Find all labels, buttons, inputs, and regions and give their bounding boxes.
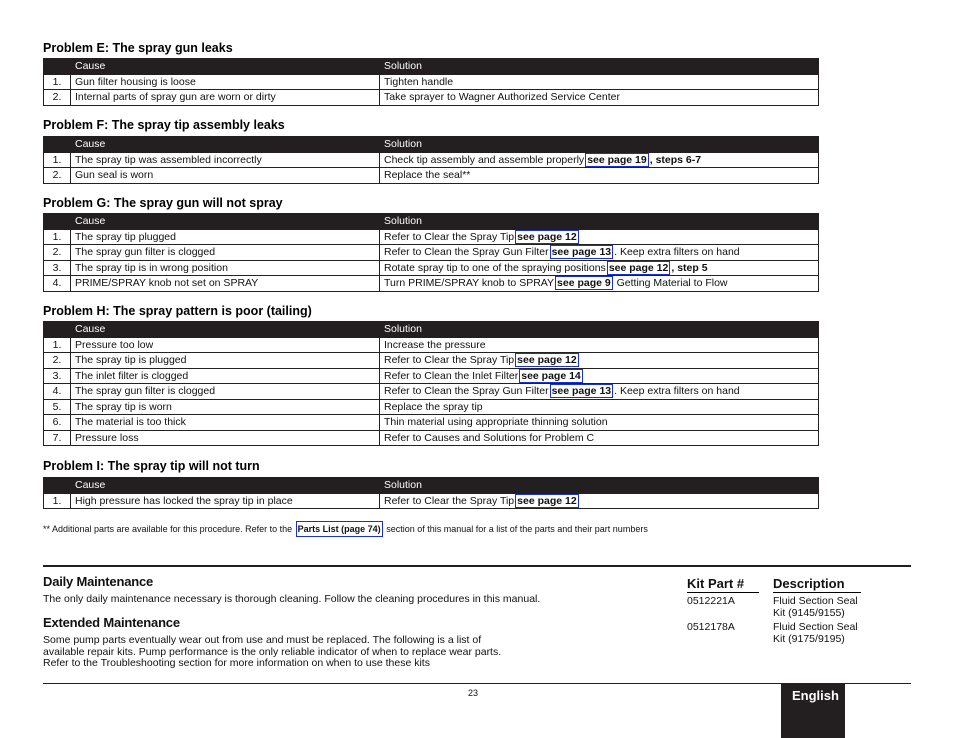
header-number-cell bbox=[44, 478, 71, 494]
solution-text: . Keep extra filters on hand bbox=[614, 385, 740, 398]
table-row bbox=[44, 337, 819, 353]
solution-cell bbox=[380, 384, 819, 400]
footnote-text-before: ** Additional parts are available for this procedure. Refer to the bbox=[43, 524, 295, 534]
solution-text: Getting Material to Flow bbox=[613, 277, 728, 290]
solution-bold-text: , step 5 bbox=[671, 261, 708, 274]
solution-text: Take sprayer to Wagner Authorized Service Center bbox=[384, 91, 620, 104]
kit-description bbox=[773, 596, 858, 619]
section-title-problem-h: Problem H: The spray pattern is poor (tailing) bbox=[43, 304, 312, 318]
solution-cell bbox=[380, 415, 819, 431]
table-header-row bbox=[44, 322, 819, 338]
row-number: 4. bbox=[44, 384, 71, 400]
parts-list-link-page: (page 74) bbox=[338, 524, 381, 534]
solution-cell bbox=[380, 245, 819, 261]
row-number: 1. bbox=[44, 229, 71, 245]
section-divider-top bbox=[43, 565, 911, 567]
solution-cell bbox=[380, 493, 819, 509]
header-cause: Cause bbox=[71, 59, 380, 75]
table-header-row bbox=[44, 137, 819, 153]
extended-maintenance-line: Refer to the Troubleshooting section for more information on when to use these kits bbox=[43, 657, 430, 669]
cause-cell: The inlet filter is clogged bbox=[71, 368, 380, 384]
kit-part-number: 0512178A bbox=[687, 621, 735, 633]
solution-cell bbox=[380, 168, 819, 184]
kit-part-header: Kit Part # bbox=[687, 576, 759, 593]
table-row bbox=[44, 430, 819, 446]
table-row bbox=[44, 399, 819, 415]
solution-text: Replace the seal** bbox=[384, 169, 471, 182]
extended-maintenance-line: available repair kits. Pump performance is the only reliable indicator of when to replace wear parts. bbox=[43, 645, 502, 658]
solution-text: Refer to Clear the Spray Tip bbox=[384, 494, 515, 507]
header-solution: Solution bbox=[380, 137, 819, 153]
page-reference-link[interactable]: see page 12 bbox=[517, 494, 577, 507]
table-header-row bbox=[44, 214, 819, 230]
cause-cell: The spray tip was assembled incorrectly bbox=[71, 152, 380, 168]
solution-cell bbox=[380, 399, 819, 415]
table-problem-f bbox=[43, 136, 819, 184]
daily-maintenance-title: Daily Maintenance bbox=[43, 574, 154, 589]
solution-text: Refer to Causes and Solutions for Problem C bbox=[384, 431, 595, 444]
solution-text: Increase the pressure bbox=[384, 338, 486, 351]
solution-cell bbox=[380, 152, 819, 168]
page-reference-link[interactable]: see page 12 bbox=[517, 354, 577, 367]
table-row bbox=[44, 90, 819, 106]
kit-description-header: Description bbox=[773, 576, 861, 593]
solution-cell bbox=[380, 337, 819, 353]
solution-text: Check tip assembly and assemble properly bbox=[384, 153, 585, 166]
solution-cell bbox=[380, 430, 819, 446]
header-number-cell bbox=[44, 59, 71, 75]
cause-cell: Pressure loss bbox=[71, 430, 380, 446]
table-row bbox=[44, 384, 819, 400]
solution-cell bbox=[380, 260, 819, 276]
language-tab-label: English bbox=[792, 688, 839, 703]
row-number: 6. bbox=[44, 415, 71, 431]
cause-cell: Pressure too low bbox=[71, 337, 380, 353]
page-reference-link[interactable]: see page 13 bbox=[551, 246, 612, 259]
cause-cell: The spray gun filter is clogged bbox=[71, 245, 380, 261]
section-title-problem-i: Problem I: The spray tip will not turn bbox=[43, 459, 260, 473]
header-number-cell bbox=[44, 322, 71, 338]
kit-description-line: Kit (9175/9195) bbox=[773, 632, 845, 645]
kit-description-line: Fluid Section Seal bbox=[773, 595, 858, 607]
table-row bbox=[44, 260, 819, 276]
table-row bbox=[44, 168, 819, 184]
solution-cell bbox=[380, 74, 819, 90]
page-reference-link[interactable]: see page 9 bbox=[557, 277, 611, 290]
language-tab[interactable] bbox=[781, 684, 845, 738]
solution-cell bbox=[380, 368, 819, 384]
cause-cell: Gun seal is worn bbox=[71, 168, 380, 184]
solution-text: Refer to Clear the Spray Tip bbox=[384, 230, 515, 243]
section-title-problem-g: Problem G: The spray gun will not spray bbox=[43, 196, 283, 210]
section-title-problem-e: Problem E: The spray gun leaks bbox=[43, 41, 233, 55]
solution-text: . Keep extra filters on hand bbox=[614, 246, 740, 259]
cause-cell: Internal parts of spray gun are worn or dirty bbox=[71, 90, 380, 106]
extended-maintenance-line: Some pump parts eventually wear out from use and must be replaced. The following is a list of bbox=[43, 634, 482, 646]
solution-text: Refer to Clear the Spray Tip bbox=[384, 354, 515, 367]
kit-part-number: 0512221A bbox=[687, 595, 735, 607]
cause-cell: The spray tip is worn bbox=[71, 399, 380, 415]
parts-list-link-label: Parts List bbox=[297, 524, 339, 534]
row-number: 4. bbox=[44, 276, 71, 292]
page-reference-link[interactable]: see page 12 bbox=[608, 261, 669, 274]
solution-cell bbox=[380, 353, 819, 369]
header-number-cell bbox=[44, 214, 71, 230]
table-row bbox=[44, 74, 819, 90]
page-number: 23 bbox=[468, 688, 479, 698]
cause-cell: The material is too thick bbox=[71, 415, 380, 431]
header-cause: Cause bbox=[71, 137, 380, 153]
header-solution: Solution bbox=[380, 59, 819, 75]
solution-text: Refer to Clean the Spray Gun Filter bbox=[384, 385, 549, 398]
solution-text: Refer to Clean the Spray Gun Filter bbox=[384, 246, 549, 259]
table-row bbox=[44, 245, 819, 261]
extended-maintenance-text bbox=[43, 635, 501, 670]
cause-cell: The spray tip plugged bbox=[71, 229, 380, 245]
row-number: 2. bbox=[44, 90, 71, 106]
daily-maintenance-text: The only daily maintenance necessary is thorough cleaning. Follow the cleaning procedures in this manual. bbox=[43, 593, 541, 605]
table-problem-i bbox=[43, 477, 819, 509]
cause-cell: The spray tip is in wrong position bbox=[71, 260, 380, 276]
solution-bold-text: , steps 6-7 bbox=[649, 153, 702, 166]
cause-cell: The spray gun filter is clogged bbox=[71, 384, 380, 400]
page-reference-link[interactable]: see page 12 bbox=[517, 230, 577, 243]
row-number: 5. bbox=[44, 399, 71, 415]
cause-cell: Gun filter housing is loose bbox=[71, 74, 380, 90]
table-problem-e bbox=[43, 58, 819, 106]
table-row bbox=[44, 493, 819, 509]
cause-cell: The spray tip is plugged bbox=[71, 353, 380, 369]
header-cause: Cause bbox=[71, 478, 380, 494]
kit-description-line: Kit (9145/9155) bbox=[773, 606, 845, 619]
solution-cell bbox=[380, 276, 819, 292]
solution-text: Tighten handle bbox=[384, 75, 454, 88]
table-row bbox=[44, 368, 819, 384]
cause-cell: PRIME/SPRAY knob not set on SPRAY bbox=[71, 276, 380, 292]
row-number: 2. bbox=[44, 168, 71, 184]
header-solution: Solution bbox=[380, 322, 819, 338]
header-cause: Cause bbox=[71, 322, 380, 338]
table-row bbox=[44, 152, 819, 168]
footnote-text-after: section of this manual for a list of the parts and their part numbers bbox=[383, 524, 648, 534]
kit-description-line: Fluid Section Seal bbox=[773, 621, 858, 633]
row-number: 1. bbox=[44, 74, 71, 90]
table-problem-g bbox=[43, 213, 819, 292]
solution-cell bbox=[380, 229, 819, 245]
table-row bbox=[44, 229, 819, 245]
row-number: 3. bbox=[44, 260, 71, 276]
table-header-row bbox=[44, 478, 819, 494]
table-header-row bbox=[44, 59, 819, 75]
header-solution: Solution bbox=[380, 478, 819, 494]
table-row bbox=[44, 353, 819, 369]
cause-cell: High pressure has locked the spray tip in place bbox=[71, 493, 380, 509]
solution-text: Refer to Clean the Inlet Filter bbox=[384, 369, 519, 382]
header-solution: Solution bbox=[380, 214, 819, 230]
row-number: 3. bbox=[44, 368, 71, 384]
extended-maintenance-title: Extended Maintenance bbox=[43, 615, 180, 630]
page-reference-link[interactable]: see page 19 bbox=[587, 153, 647, 166]
section-title-problem-f: Problem F: The spray tip assembly leaks bbox=[43, 118, 285, 132]
page-reference-link[interactable]: see page 13 bbox=[551, 385, 612, 398]
row-number: 2. bbox=[44, 353, 71, 369]
table-row bbox=[44, 415, 819, 431]
row-number: 1. bbox=[44, 493, 71, 509]
row-number: 7. bbox=[44, 430, 71, 446]
row-number: 1. bbox=[44, 152, 71, 168]
footnote bbox=[43, 524, 648, 534]
table-row bbox=[44, 276, 819, 292]
page-reference-link[interactable]: see page 14 bbox=[521, 369, 581, 382]
parts-list-link[interactable] bbox=[296, 521, 383, 537]
header-number-cell bbox=[44, 137, 71, 153]
solution-text: Turn PRIME/SPRAY knob to SPRAY bbox=[384, 277, 555, 290]
table-problem-h bbox=[43, 321, 819, 446]
solution-text: Replace the spray tip bbox=[384, 400, 483, 413]
solution-text: Rotate spray tip to one of the spraying positions bbox=[384, 261, 606, 274]
row-number: 1. bbox=[44, 337, 71, 353]
row-number: 2. bbox=[44, 245, 71, 261]
solution-text: Thin material using appropriate thinning solution bbox=[384, 416, 608, 429]
solution-cell bbox=[380, 90, 819, 106]
kit-description bbox=[773, 622, 858, 645]
header-cause: Cause bbox=[71, 214, 380, 230]
